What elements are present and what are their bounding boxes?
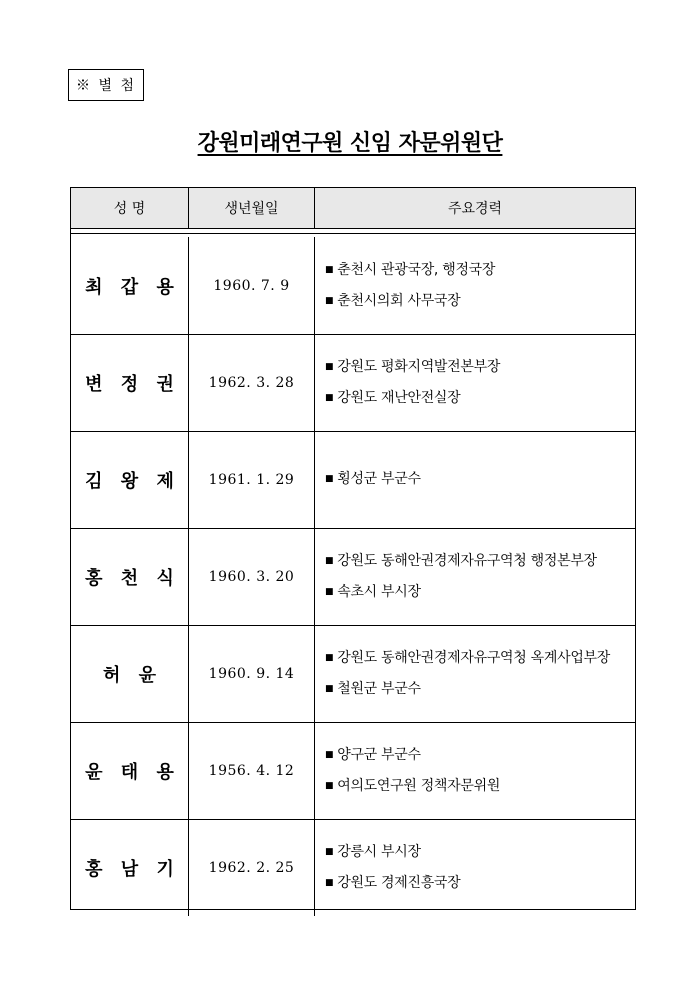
career-list — [325, 643, 610, 705]
member-birthdate: 1961. 1. 29 — [189, 431, 315, 528]
header-career: 주요경력 — [447, 201, 503, 217]
member-career — [315, 819, 635, 916]
member-career — [315, 431, 635, 528]
career-item: ■ 강릉시 부시장 — [325, 837, 460, 868]
advisory-committee-table — [70, 187, 636, 910]
career-item: ■ 강원도 평화지역발전본부장 — [325, 352, 500, 383]
career-item: ■ 여의도연구원 정책자문위원 — [325, 771, 500, 802]
career-item: ■ 강원도 재난안전실장 — [325, 383, 500, 414]
table-row — [71, 722, 635, 820]
career-item: ■ 양구군 부군수 — [325, 740, 500, 771]
career-list — [325, 740, 500, 802]
career-list — [325, 464, 421, 495]
member-career — [315, 528, 635, 625]
page-title-text: 강원미래연구원 신임 자문위원단 — [197, 131, 503, 156]
table-row — [71, 334, 635, 432]
career-list — [325, 837, 460, 899]
career-list — [325, 546, 597, 608]
career-item: ■ 강원도 경제진흥국장 — [325, 868, 460, 899]
member-birthdate: 1960. 7. 9 — [189, 237, 315, 334]
table-row — [71, 528, 635, 626]
career-list — [325, 352, 500, 414]
header-name: 성 명 — [71, 188, 189, 228]
attachment-label: ※ 별 첨 — [68, 69, 144, 101]
member-name: 홍 천 식 — [71, 528, 189, 625]
career-list — [325, 255, 495, 317]
member-birthdate: 1960. 3. 20 — [189, 528, 315, 625]
table-row — [71, 819, 635, 916]
member-career — [315, 237, 635, 334]
member-name: 최 갑 용 — [71, 237, 189, 334]
career-item: ■ 강원도 동해안권경제자유구역청 옥계사업부장 — [325, 643, 610, 674]
table-row — [71, 237, 635, 335]
member-name: 허 윤 — [71, 625, 189, 722]
member-career — [315, 722, 635, 819]
career-item: ■ 춘천시의회 사무국장 — [325, 286, 495, 317]
member-name: 홍 남 기 — [71, 819, 189, 916]
member-career — [315, 625, 635, 722]
header-birthdate: 생년월일 — [189, 188, 315, 228]
page-title — [0, 126, 700, 157]
career-item: ■ 춘천시 관광국장, 행정국장 — [325, 255, 495, 286]
career-item: ■ 속초시 부시장 — [325, 577, 597, 608]
table-row — [71, 431, 635, 529]
member-name: 변 정 권 — [71, 334, 189, 431]
table-row — [71, 625, 635, 723]
header-divider — [71, 229, 635, 234]
table-header — [71, 188, 635, 229]
career-item: ■ 강원도 동해안권경제자유구역청 행정본부장 — [325, 546, 597, 577]
member-birthdate: 1962. 3. 28 — [189, 334, 315, 431]
member-birthdate: 1962. 2. 25 — [189, 819, 315, 916]
career-item: ■ 철원군 부군수 — [325, 674, 610, 705]
member-birthdate: 1960. 9. 14 — [189, 625, 315, 722]
member-name: 김 왕 제 — [71, 431, 189, 528]
member-name: 윤 태 용 — [71, 722, 189, 819]
member-career — [315, 334, 635, 431]
career-item: ■ 횡성군 부군수 — [325, 464, 421, 495]
member-birthdate: 1956. 4. 12 — [189, 722, 315, 819]
